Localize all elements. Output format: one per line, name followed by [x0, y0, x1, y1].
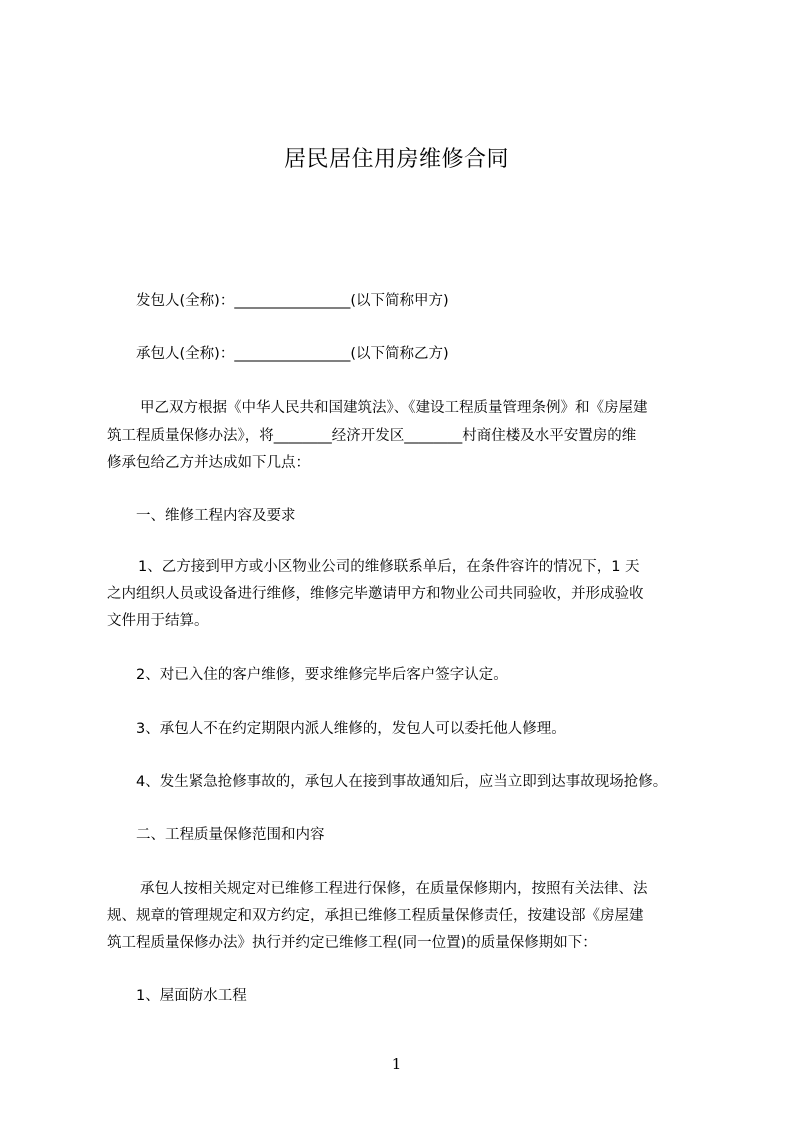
page-number: 1: [391, 1055, 402, 1073]
intro-line-1: 甲乙双方根据《中华人民共和国建筑法》、《建设工程质量管理条例》和《房屋建: [140, 400, 648, 416]
section-1-heading: 一、维修工程内容及要求: [136, 508, 296, 524]
party-a-line: 发包人(全称)：________________(以下简称甲方): [136, 293, 449, 309]
section-2-heading: 二、工程质量保修范围和内容: [136, 827, 325, 843]
intro-line-3: 修承包给乙方并达成如下几点：: [107, 455, 310, 471]
item-2: 2、对已入住的客户维修，要求维修完毕后客户签字认定。: [136, 667, 508, 683]
item-1-line-2: 之内组织人员或设备进行维修，维修完毕邀请甲方和物业公司共同验收，并形成验收: [107, 586, 644, 602]
section-2-line-3: 筑工程质量保修办法》执行并约定已维修工程(同一位置)的质量保修期如下：: [107, 935, 597, 951]
intro-line-2: 筑工程质量保修办法》，将________经济开发区________村商住楼及水平安置房的维: [107, 428, 637, 444]
document-title: 居民居住用房维修合同: [283, 147, 509, 172]
party-b-line: 承包人(全称)：________________(以下简称乙方): [136, 346, 449, 362]
item-1-line-3: 文件用于结算。: [107, 613, 209, 629]
section-2-line-1: 承包人按相关规定对已维修工程进行保修，在质量保修期内，按照有关法律、法: [140, 881, 648, 897]
item-3: 3、承包人不在约定期限内派人维修的，发包人可以委托他人修理。: [136, 721, 566, 737]
subitem-1: 1、屋面防水工程: [136, 988, 247, 1004]
item-4: 4、发生紧急抢修事故的，承包人在接到事故通知后，应当立即到达事故现场抢修。: [136, 774, 668, 790]
section-2-line-2: 规、规章的管理规定和双方约定，承担已维修工程质量保修责任，按建设部《房屋建: [107, 908, 644, 924]
item-1-line-1: 1、乙方接到甲方或小区物业公司的维修联系单后，在条件容许的情况下，1 天: [138, 559, 640, 575]
